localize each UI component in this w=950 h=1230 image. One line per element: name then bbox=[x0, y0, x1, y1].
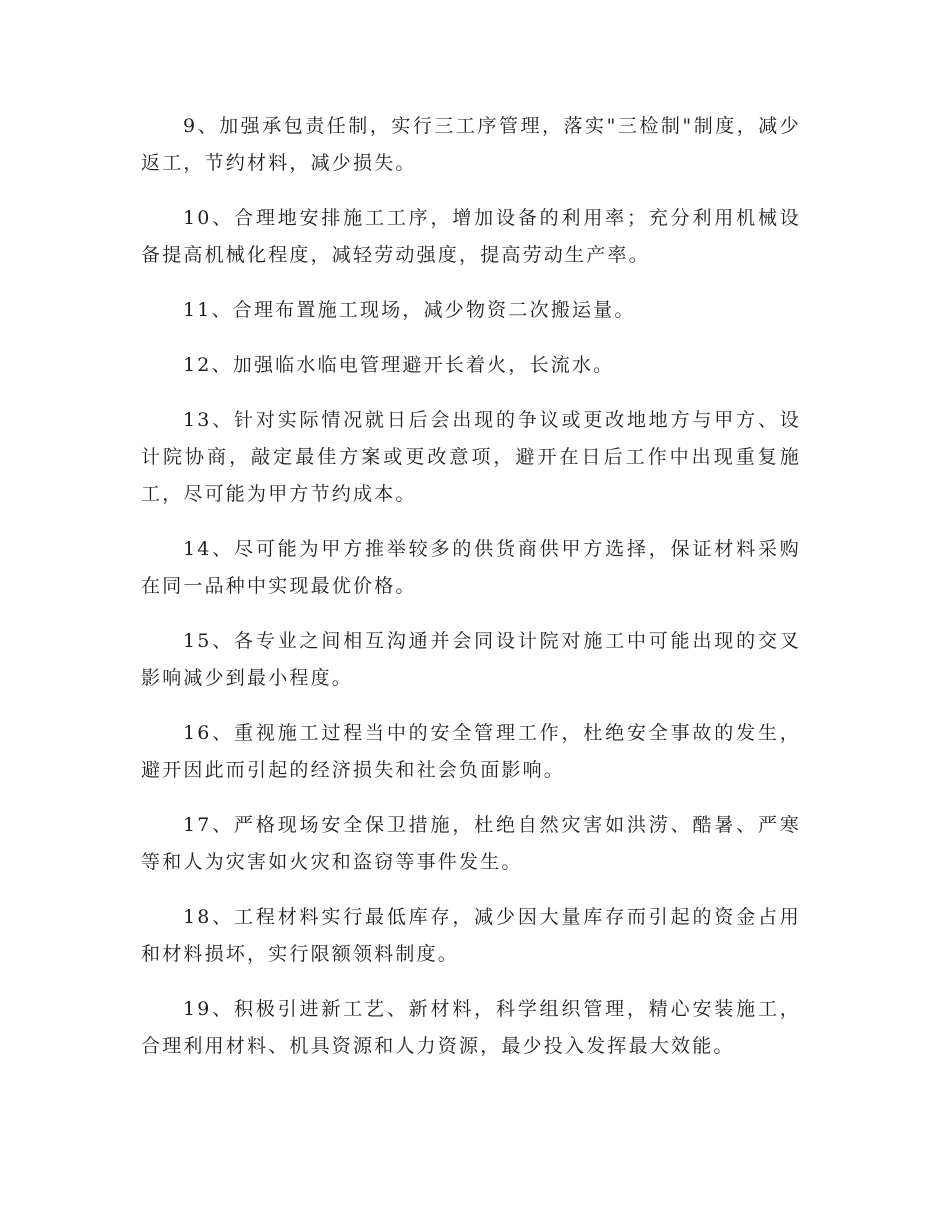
paragraph-item-14: 14、尽可能为甲方推举较多的供货商供甲方选择，保证材料采购在同一品种中实现最优价格。 bbox=[141, 538, 801, 597]
paragraph-item-16: 16、重视施工过程当中的安全管理工作，杜绝安全事故的发生，避开因此而引起的经济损失和社会负面影响。 bbox=[141, 722, 801, 781]
paragraph-item-10: 10、合理地安排施工工序，增加设备的利用率；充分利用机械设备提高机械化程度，减轻劳动强度，提高劳动生产率。 bbox=[141, 207, 801, 266]
paragraph-item-12: 12、加强临水临电管理避开长着火，长流水。 bbox=[183, 354, 615, 376]
paragraph-item-18: 18、工程材料实行最低库存，减少因大量库存而引起的资金占用和材料损坏，实行限额领料制度。 bbox=[141, 906, 801, 965]
paragraph-item-17: 17、严格现场安全保卫措施，杜绝自然灾害如洪涝、酷暑、严寒等和人为灾害如火灾和盗窃等事件发生。 bbox=[141, 814, 801, 873]
paragraph-item-9: 9、加强承包责任制，实行三工序管理，落实"三检制"制度，减少返工，节约材料，减少损失。 bbox=[141, 115, 801, 174]
paragraph-item-11: 11、合理布置施工现场，减少物资二次搬运量。 bbox=[183, 299, 636, 321]
paragraph-item-19: 19、积极引进新工艺、新材料，科学组织管理，精心安装施工，合理利用材料、机具资源和人力资源，最少投入发挥最大效能。 bbox=[141, 998, 801, 1057]
paragraph-item-15: 15、各专业之间相互沟通并会同设计院对施工中可能出现的交叉影响减少到最小程度。 bbox=[141, 630, 801, 689]
paragraph-item-13: 13、针对实际情况就日后会出现的争议或更改地地方与甲方、设计院协商，敲定最佳方案或更改意项，避开在日后工作中出现重复施工，尽可能为甲方节约成本。 bbox=[141, 409, 801, 505]
document-body bbox=[141, 108, 801, 1083]
